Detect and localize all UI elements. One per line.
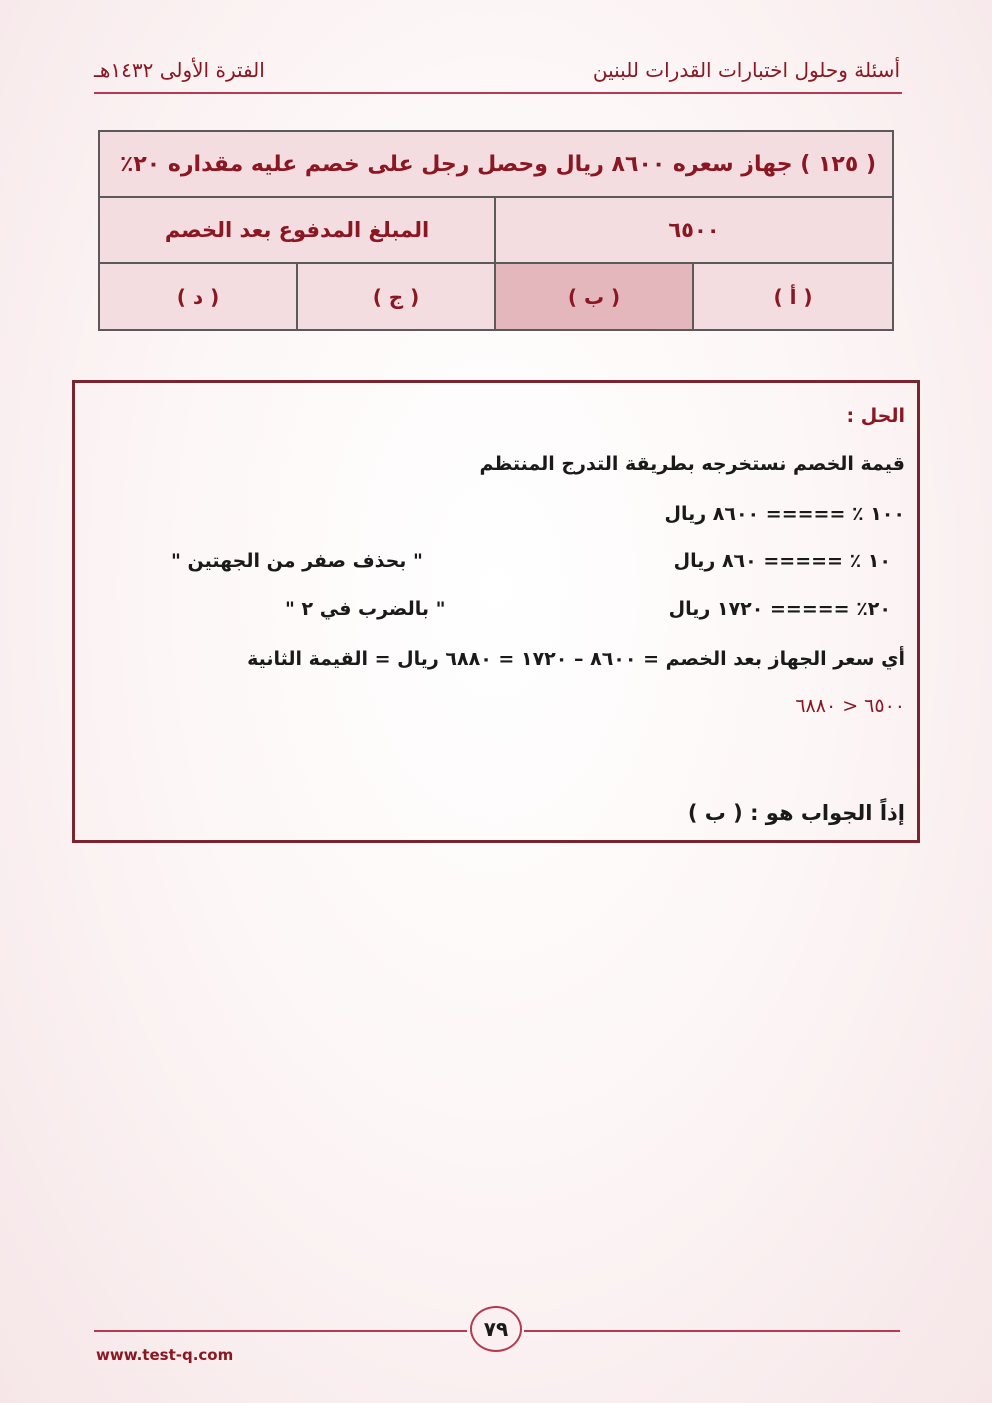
footer-divider-right	[524, 1330, 900, 1332]
solution-step-3: ٢٠٪ ===== ١٧٢٠ ريال	[668, 598, 891, 620]
solution-step-1: ١٠٠ ٪ ===== ٨٦٠٠ ريال	[664, 503, 905, 525]
solution-step-2-note: " بحذف صفر من الجهتين "	[171, 550, 423, 572]
solution-intro: قيمة الخصم نستخرجه بطريقة التدرج المنتظم	[479, 453, 905, 475]
header-divider	[94, 92, 902, 94]
period-label: الفترة الأولى ١٤٣٢هـ	[94, 58, 265, 82]
question-table	[98, 130, 894, 331]
solution-heading: الحل :	[846, 405, 905, 427]
option-d[interactable]: ( د )	[100, 264, 298, 329]
solution-step-3-note: " بالضرب في ٢ "	[285, 598, 446, 620]
solution-step-2: ١٠ ٪ ===== ٨٦٠ ريال	[673, 550, 891, 572]
column-b-value: المبلغ المدفوع بعد الخصم	[100, 198, 496, 262]
option-c[interactable]: ( ج )	[298, 264, 496, 329]
option-b[interactable]: ( ب )	[496, 264, 694, 329]
comparison-row	[100, 198, 892, 264]
solution-box	[72, 380, 920, 843]
question-row	[100, 132, 892, 198]
solution-conclusion: أي سعر الجهاز بعد الخصم = ٨٦٠٠ – ١٧٢٠ = ٦٨٨٠ ريال = القيمة الثانية	[247, 648, 905, 670]
solution-comparison: ٦٥٠٠ < ٦٨٨٠	[795, 695, 905, 717]
book-title: أسئلة وحلول اختبارات القدرات للبنين	[592, 58, 900, 82]
website-link[interactable]: www.test-q.com	[96, 1346, 234, 1364]
solution-answer: إذاً الجواب هو : ( ب )	[687, 801, 905, 825]
footer-divider-left	[94, 1330, 467, 1332]
page-number: ٧٩	[470, 1306, 522, 1352]
column-a-value: ٦٥٠٠	[668, 218, 720, 242]
question-text: ( ١٢٥ ) جهاز سعره ٨٦٠٠ ريال وحصل رجل على خصم عليه مقداره ٢٠٪	[119, 151, 876, 177]
options-row	[100, 264, 892, 329]
option-a[interactable]: ( أ )	[773, 284, 813, 309]
